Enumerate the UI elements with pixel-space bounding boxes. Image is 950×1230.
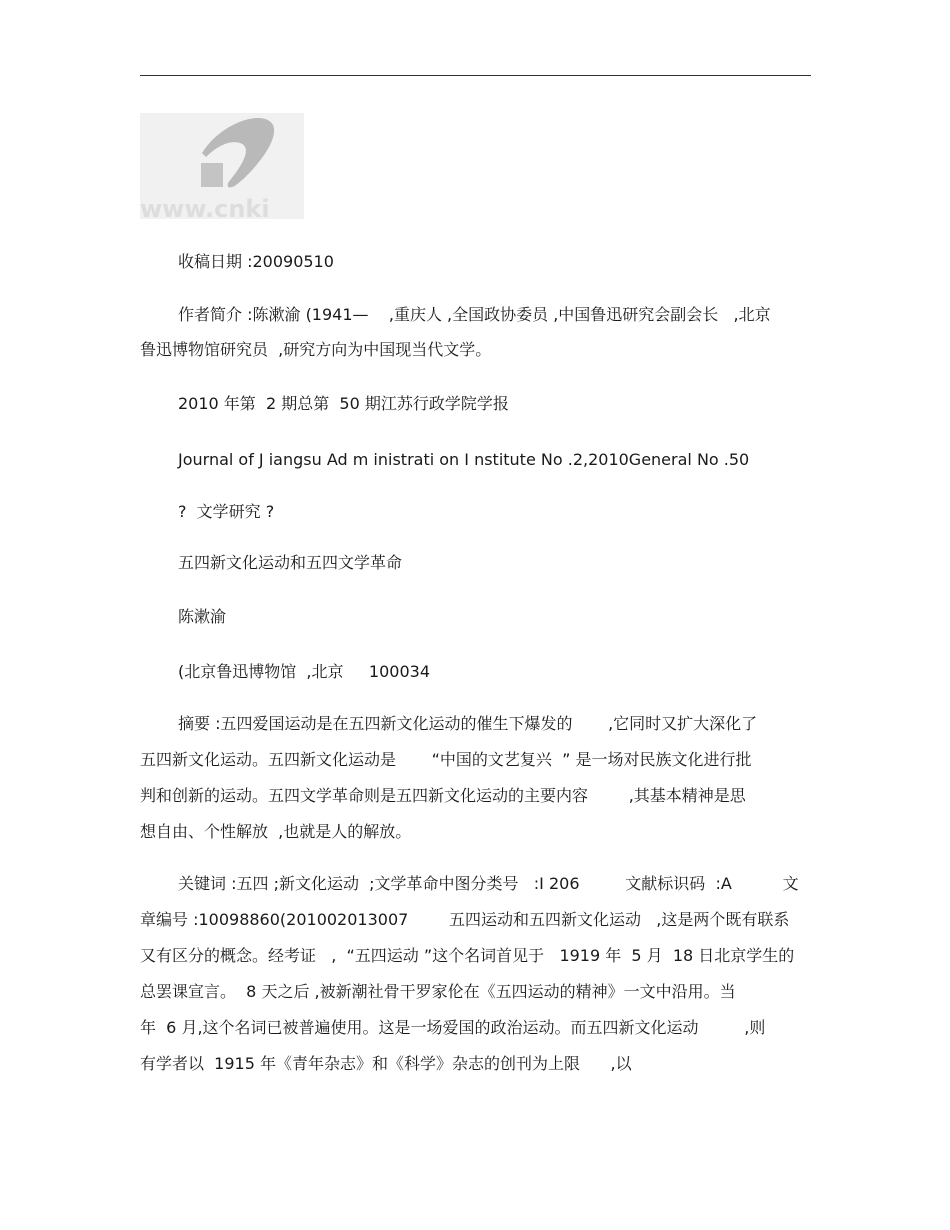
- abstract-line: 想自由、个性解放 ,也就是人的解放。: [140, 822, 412, 841]
- body-line: 章编号 :10098860(201002013007 五四运动和五四新文化运动 ,这是两个既有联系: [140, 910, 790, 929]
- received-date: 收稿日期 :20090510: [178, 252, 334, 271]
- body-line: 有学者以 1915 年《青年杂志》和《科学》杂志的创刊为上限 ,以: [140, 1054, 632, 1073]
- cnki-logo: [140, 113, 304, 219]
- journal-issue-cn: 2010 年第 2 期总第 50 期江苏行政学院学报: [178, 394, 509, 413]
- header-rule: [140, 75, 811, 76]
- author-affiliation: (北京鲁迅博物馆 ,北京 100034: [178, 662, 431, 681]
- abstract-line: 判和创新的运动。五四文学革命则是五四新文化运动的主要内容 ,其基本精神是思: [140, 786, 746, 805]
- body-line: 关键词 :五四 ;新文化运动 ;文学革命中图分类号 :I 206 文献标识码 :A 文: [178, 874, 799, 893]
- journal-issue-en: Journal of J iangsu Ad m inistrati on I nstitute No .2,2010General No .50: [178, 450, 750, 469]
- abstract-line: 摘要 :五四爱国运动是在五四新文化运动的催生下爆发的 ,它同时又扩大深化了: [178, 714, 758, 733]
- article-title: 五四新文化运动和五四文学革命: [178, 553, 403, 572]
- column-label: ? 文学研究 ?: [178, 502, 275, 521]
- body-line: 又有区分的概念。经考证 , “五四运动 ”这个名词首见于 1919 年 5 月 18 日北京学生的: [140, 946, 795, 965]
- body-paragraph: [140, 866, 810, 1082]
- body-line: 年 6 月,这个名词已被普遍使用。这是一场爱国的政治运动。而五四新文化运动 ,则: [140, 1018, 766, 1037]
- body-line: 总罢课宣言。 8 天之后 ,被新潮社骨干罗家伦在《五四运动的精神》一文中沿用。当: [140, 982, 736, 1001]
- abstract-paragraph: [140, 706, 810, 850]
- abstract-line: 五四新文化运动。五四新文化运动是 “中国的文艺复兴 ” 是一场对民族文化进行批: [140, 750, 752, 769]
- article-author: 陈漱渝: [178, 607, 227, 626]
- logo-watermark: www.cnki: [140, 195, 270, 219]
- author-bio-line: 作者简介 :陈漱渝 (1941— ,重庆人 ,全国政协委员 ,中国鲁迅研究会副会长 ,北京: [178, 305, 771, 324]
- author-bio-line: 鲁迅博物馆研究员 ,研究方向为中国现当代文学。: [140, 340, 492, 359]
- logo-square: [201, 163, 223, 187]
